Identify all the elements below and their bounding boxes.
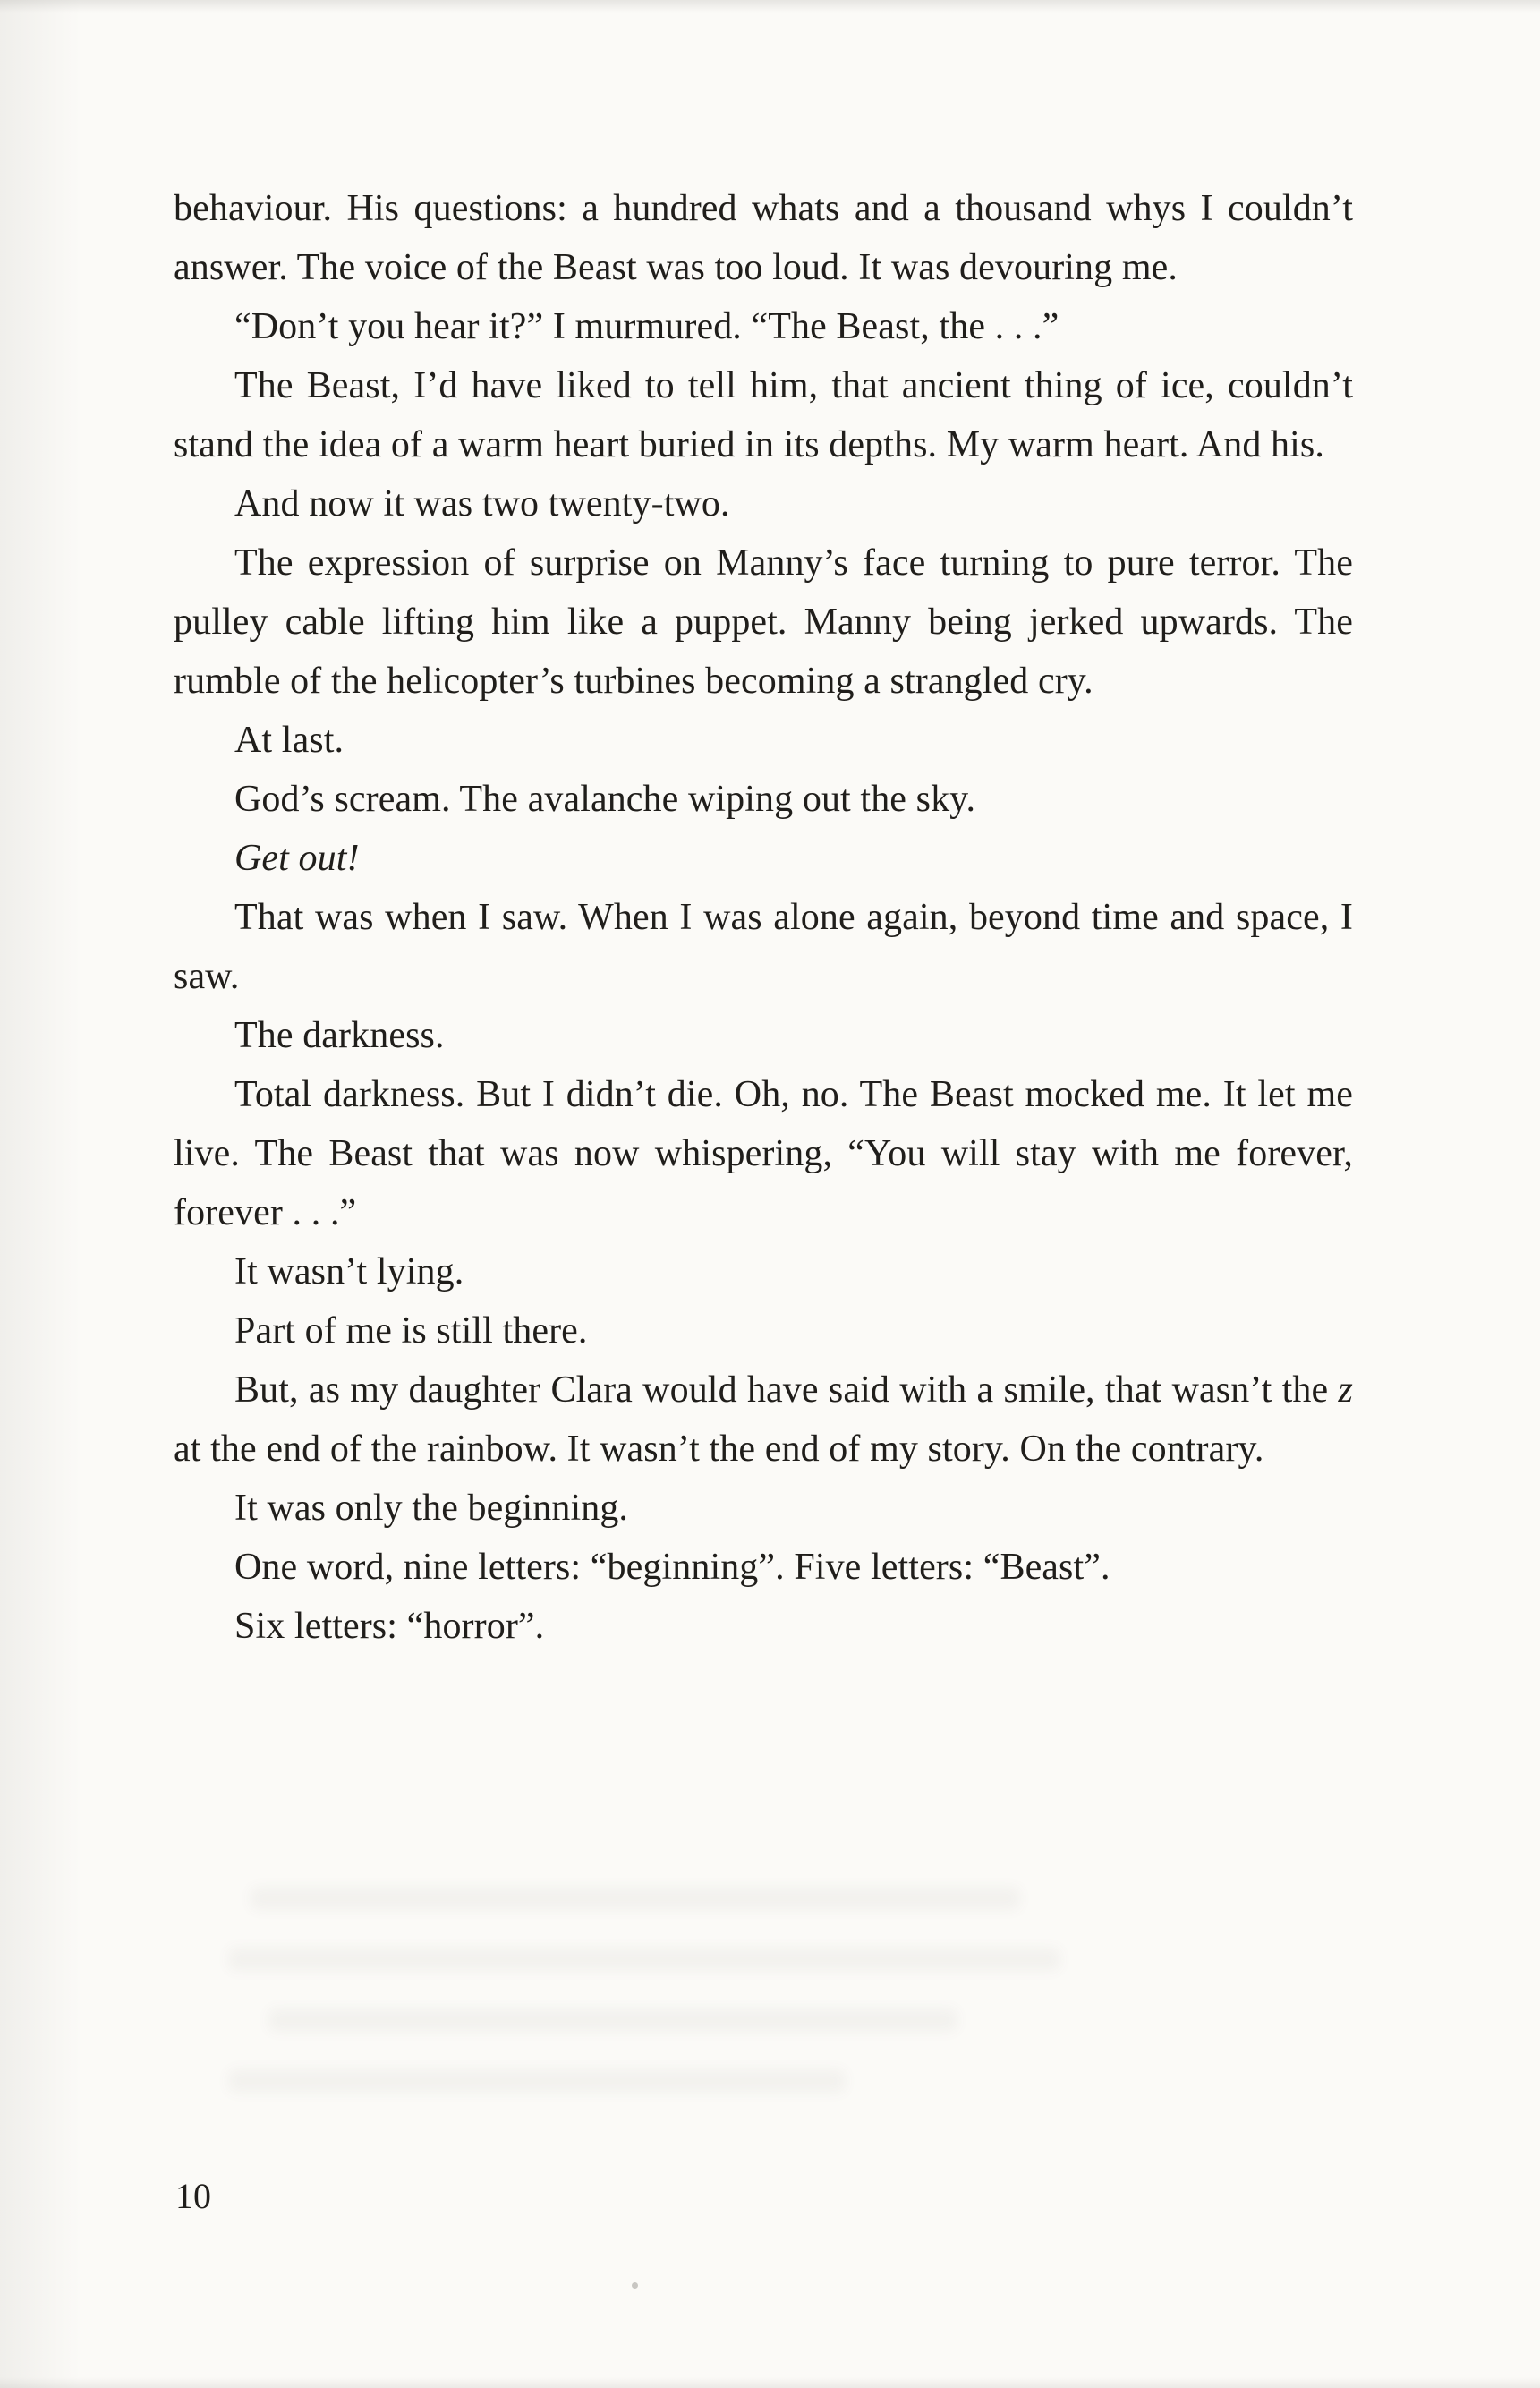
text-segment: behaviour. His questions: a hundred whats and a thousand whys I couldn’t answer. The voice of the Beast was too loud. It was devouring me. [174,188,1353,288]
showthrough-smudge [228,1948,1060,1971]
text-segment: God’s scream. The avalanche wiping out the sky. [234,779,976,820]
text-segment: Six letters: “horror”. [234,1606,545,1647]
paragraph [174,1479,1353,1538]
paragraph [174,770,1353,829]
body-text [174,179,1353,1656]
text-segment: It wasn’t lying. [234,1251,464,1292]
text-segment: The expression of surprise on Manny’s face turning to pure terror. The pulley cable lifting him like a puppet. Manny being jerked upwards. The rumble of the helicopter’s turbines becoming a strangled cry. [174,542,1353,702]
paragraph [174,1360,1353,1479]
text-segment: z [1338,1369,1353,1411]
text-segment: One word, nine letters: “beginning”. Five letters: “Beast”. [234,1547,1110,1588]
scan-edge-left [0,0,81,2388]
paragraph [174,533,1353,711]
paragraph [174,888,1353,1006]
page-number: 10 [175,2176,211,2216]
text-segment: But, as my daughter Clara would have said with a smile, that wasn’t the [234,1369,1339,1411]
text-segment: “Don’t you hear it?” I murmured. “The Beast, the . . .” [234,306,1059,347]
text-segment: That was when I saw. When I was alone again, beyond time and space, I saw. [174,897,1353,997]
paragraph [174,297,1353,356]
paragraph [174,474,1353,533]
paragraph [174,1065,1353,1242]
text-segment: Get out! [234,838,360,879]
scan-speck [632,2282,638,2289]
showthrough-smudge [251,1887,1020,1910]
text-segment: Total darkness. But I didn’t die. Oh, no. The Beast mocked me. It let me live. The Beast that was now whispering, “You will stay with me forever, forever . . .” [174,1074,1353,1233]
text-segment: The Beast, I’d have liked to tell him, that ancient thing of ice, couldn’t stand the idea of a warm heart buried in its depths. My warm heart. And his. [174,365,1353,465]
paragraph [174,829,1353,888]
paragraph [174,1301,1353,1360]
text-segment: at the end of the rainbow. It wasn’t the end of my story. On the contrary. [174,1429,1264,1470]
text-segment: And now it was two twenty-two. [234,483,730,525]
text-segment: Part of me is still there. [234,1310,588,1352]
paragraph [174,179,1353,297]
paragraph [174,1006,1353,1065]
scan-edge-top [0,0,1540,13]
showthrough-smudge [228,2069,846,2093]
text-segment: At last. [234,720,345,761]
text-segment: The darkness. [234,1015,445,1056]
text-segment: It was only the beginning. [234,1488,629,1529]
paragraph [174,356,1353,474]
paragraph [174,711,1353,770]
paragraph [174,1597,1353,1656]
paragraph [174,1538,1353,1597]
paragraph [174,1242,1353,1301]
showthrough-smudge [268,2008,957,2032]
scan-edge-bottom [0,2377,1540,2388]
